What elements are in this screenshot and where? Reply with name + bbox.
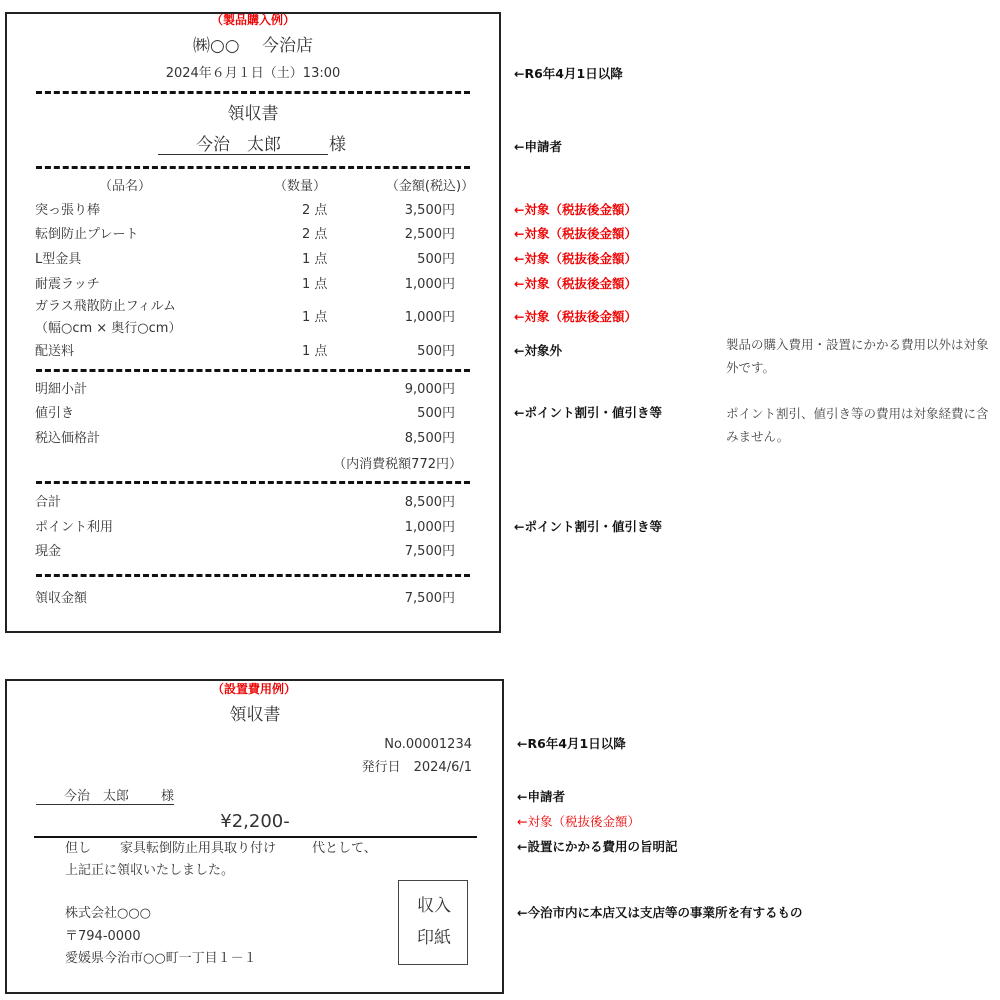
divider [36, 574, 470, 577]
address: 愛媛県今治市○○町一丁目１－１ [65, 951, 257, 966]
amount: ¥2,200- [220, 811, 290, 832]
points-value: 1,000円 [404, 520, 455, 535]
customer-line [158, 137, 328, 155]
header-qty: （数量） [273, 179, 327, 194]
tax-note: （内消費税額772円） [333, 457, 462, 472]
annotation-date: ←R6年4月1日以降 [517, 736, 626, 751]
annotation-applicant: ←申請者 [514, 139, 562, 154]
customer-name: 今治 太郎 [64, 789, 130, 804]
item-name: L型金具 [35, 252, 82, 267]
tadashi: 但し [65, 841, 92, 856]
annotation-excluded: ←対象外 [514, 343, 562, 358]
honorific: 様 [329, 135, 346, 155]
item-amount: 500円 [417, 252, 455, 267]
postal-code: 〒794-0000 [65, 929, 141, 944]
subtotal-value: 9,000円 [404, 382, 455, 397]
honorific: 様 [161, 789, 175, 804]
item-name: 耐震ラッチ [35, 277, 100, 292]
item-name: 突っ張り棒 [35, 203, 101, 218]
item-qty: 1 点 [302, 277, 328, 292]
discount-label: 値引き [35, 406, 75, 421]
item-amount: 2,500円 [404, 227, 455, 242]
total-value: 8,500円 [404, 495, 455, 510]
purpose-suffix: 代として、 [312, 841, 377, 856]
example-label: （製品購入例） [210, 13, 296, 27]
annotation-purpose: ←設置にかかる費用の旨明記 [517, 839, 678, 854]
divider [36, 481, 470, 484]
revenue-stamp-box [398, 880, 468, 965]
purpose: 家具転倒防止用具取り付け [120, 841, 277, 856]
annotation-points: ←ポイント割引・値引き等 [514, 405, 662, 420]
total-label: 合計 [35, 495, 62, 510]
note-excluded: 製品の購入費用・設置にかかる費用以外は対象外です。 [726, 337, 989, 375]
divider [36, 369, 470, 372]
receipt-title: 領収書 [227, 104, 279, 124]
taxed-total-label: 税込価格計 [35, 431, 101, 446]
received-value: 7,500円 [404, 591, 455, 606]
annotation-target: ←対象（税抜後金額） [517, 814, 640, 829]
item-amount: 3,500円 [404, 203, 455, 218]
issue-date: 発行日 2024/6/1 [361, 760, 472, 775]
divider [36, 91, 470, 94]
annotation-target: ←対象（税抜後金額） [514, 251, 637, 266]
annotation-applicant: ←申請者 [517, 789, 565, 804]
item-qty: 1 点 [302, 252, 328, 267]
points-label: ポイント利用 [35, 520, 114, 535]
item-qty: 2 点 [302, 203, 328, 218]
item-qty: 2 点 [302, 227, 328, 242]
amount-underline [34, 836, 477, 838]
item-qty: 1 点 [302, 310, 328, 325]
item-name: 転倒防止プレート [35, 227, 139, 242]
receipt-number: No.00001234 [384, 737, 472, 752]
annotation-target: ←対象（税抜後金額） [514, 202, 637, 217]
received-text: 上記正に領収いたしました。 [65, 863, 235, 878]
annotation-points: ←ポイント割引・値引き等 [514, 519, 662, 534]
item-amount: 500円 [417, 344, 455, 359]
customer-name: 今治 太郎 [196, 135, 281, 155]
divider [36, 166, 470, 169]
store-name: ㈱○○ 今治店 [192, 36, 314, 56]
stamp-line2: 印紙 [417, 928, 451, 948]
stamp-line1: 収入 [417, 896, 451, 916]
item-amount: 1,000円 [404, 310, 455, 325]
note-points: ポイント割引、値引き等の費用は対象経費に含みません。 [726, 406, 989, 444]
item-name: ガラス飛散防止フィルム [35, 299, 177, 314]
taxed-total-value: 8,500円 [404, 431, 455, 446]
annotation-date: ←R6年4月1日以降 [514, 66, 623, 81]
subtotal-label: 明細小計 [35, 382, 88, 397]
annotation-target: ←対象（税抜後金額） [514, 226, 637, 241]
example-label: （設置費用例） [211, 682, 297, 696]
cash-value: 7,500円 [404, 544, 455, 559]
company-name: 株式会社○○○ [65, 906, 152, 921]
annotation-company: ←今治市内に本店又は支店等の事業所を有するもの [517, 905, 803, 920]
annotation-target: ←対象（税抜後金額） [514, 276, 637, 291]
received-label: 領収金額 [35, 591, 88, 606]
header-name: （品名） [98, 179, 152, 194]
customer-line [36, 790, 174, 805]
discount-value: 500円 [417, 406, 455, 421]
annotation-target: ←対象（税抜後金額） [514, 309, 637, 324]
receipt-title: 領収書 [229, 705, 281, 725]
item-qty: 1 点 [302, 344, 328, 359]
header-amount: （金額(税込)） [385, 179, 475, 194]
cash-label: 現金 [35, 544, 62, 559]
item-amount: 1,000円 [404, 277, 455, 292]
item-name: 配送料 [35, 344, 75, 359]
receipt-datetime: 2024年６月１日（土）13:00 [165, 66, 341, 81]
item-size: （幅○cm × 奥行○cm） [35, 321, 182, 336]
